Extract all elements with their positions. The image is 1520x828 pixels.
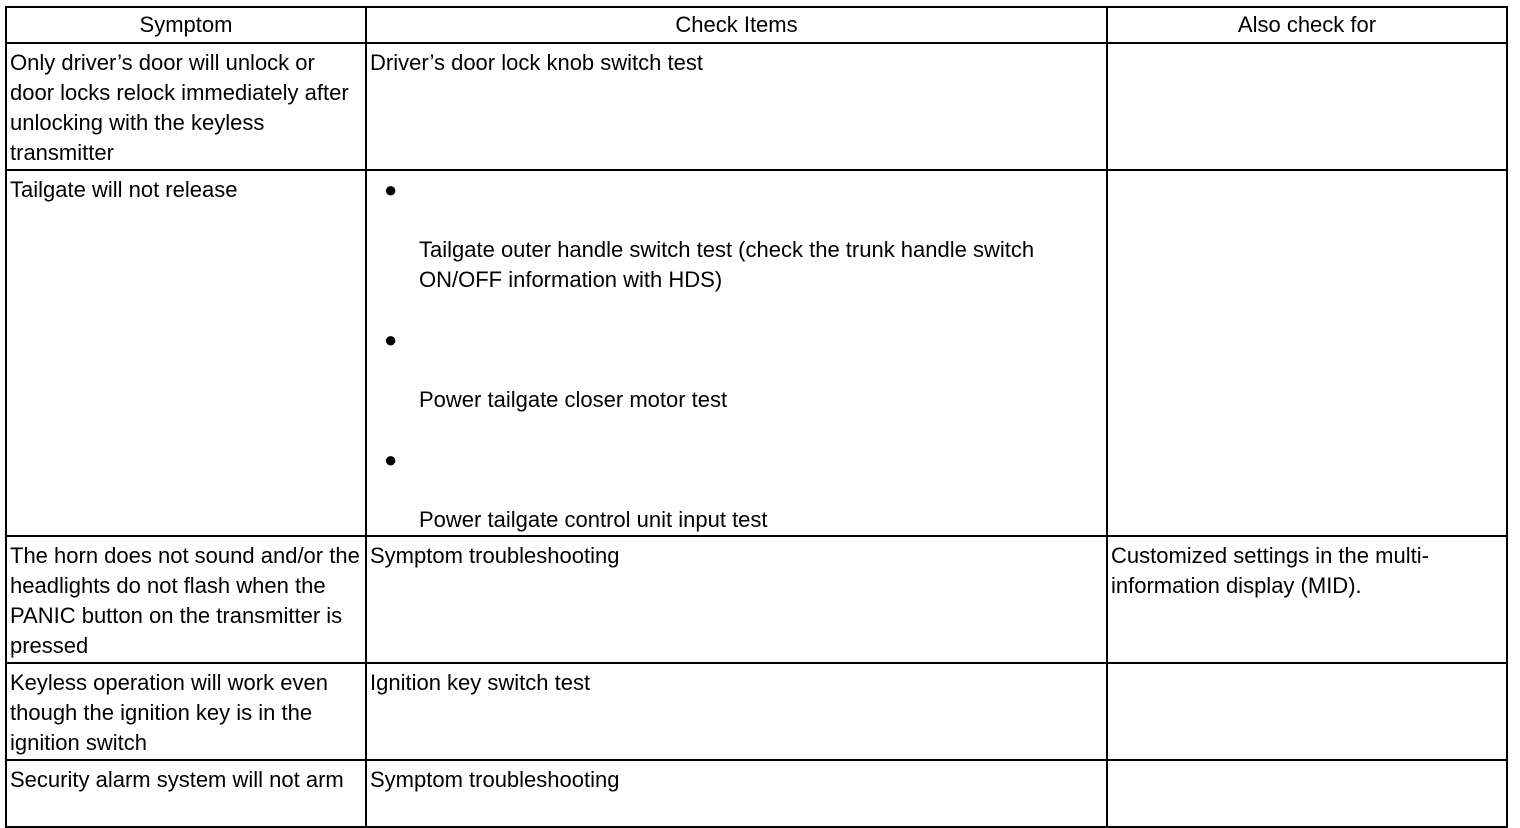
check-item-text: Symptom troubleshooting [370, 767, 620, 792]
bullet-icon: ● [384, 177, 398, 202]
header-also-check-for: Also check for [1107, 7, 1507, 43]
list-item [367, 325, 1106, 445]
check-item-text: Driver’s door lock knob switch test [370, 50, 703, 75]
also-check-cell [1107, 663, 1507, 760]
list-item [367, 445, 1106, 535]
check-item-text: Symptom troubleshooting [370, 543, 620, 568]
check-items-cell [366, 663, 1107, 760]
check-item-text: Ignition key switch test [370, 670, 591, 695]
symptom-text: Tailgate will not release [10, 177, 238, 202]
symptom-cell [6, 536, 366, 663]
also-check-text: Customized settings in the multi-information display (MID). [1111, 543, 1429, 598]
bullet-icon: ● [384, 447, 398, 472]
also-check-text [1108, 171, 1506, 175]
table-row [6, 536, 1507, 663]
check-item-text: Power tailgate closer motor test [419, 387, 728, 412]
symptom-cell [6, 43, 366, 170]
also-check-cell [1107, 170, 1507, 536]
header-row [6, 7, 1507, 43]
symptom-text: Only driver’s door will unlock or door locks relock immediately after unlocking with the keyless transmitter [10, 50, 349, 165]
check-items-cell [366, 536, 1107, 663]
troubleshooting-table [5, 6, 1508, 828]
table-row [6, 170, 1507, 536]
table-row [6, 663, 1507, 760]
check-items-cell [366, 43, 1107, 170]
check-items-cell [366, 170, 1107, 536]
also-check-cell [1107, 43, 1507, 170]
check-items-list [367, 171, 1106, 535]
list-item [367, 175, 1106, 325]
also-check-cell [1107, 536, 1507, 663]
table-row [6, 43, 1507, 170]
symptom-cell [6, 663, 366, 760]
symptom-text: The horn does not sound and/or the headlights do not flash when the PANIC button on the transmitter is pressed [10, 543, 360, 658]
symptom-text: Security alarm system will not arm [10, 767, 344, 792]
also-check-text [1108, 44, 1506, 48]
also-check-text [1108, 761, 1506, 765]
header-check-items: Check Items [366, 7, 1107, 43]
symptom-cell [6, 170, 366, 536]
check-item-text: Power tailgate control unit input test [419, 507, 768, 532]
bullet-icon: ● [384, 327, 398, 352]
header-symptom: Symptom [6, 7, 366, 43]
symptom-text: Keyless operation will work even though the ignition key is in the ignition switch [10, 670, 328, 755]
also-check-text [1108, 664, 1506, 668]
check-item-text: Tailgate outer handle switch test (check the trunk handle switch ON/OFF information with HDS) [419, 237, 1035, 292]
